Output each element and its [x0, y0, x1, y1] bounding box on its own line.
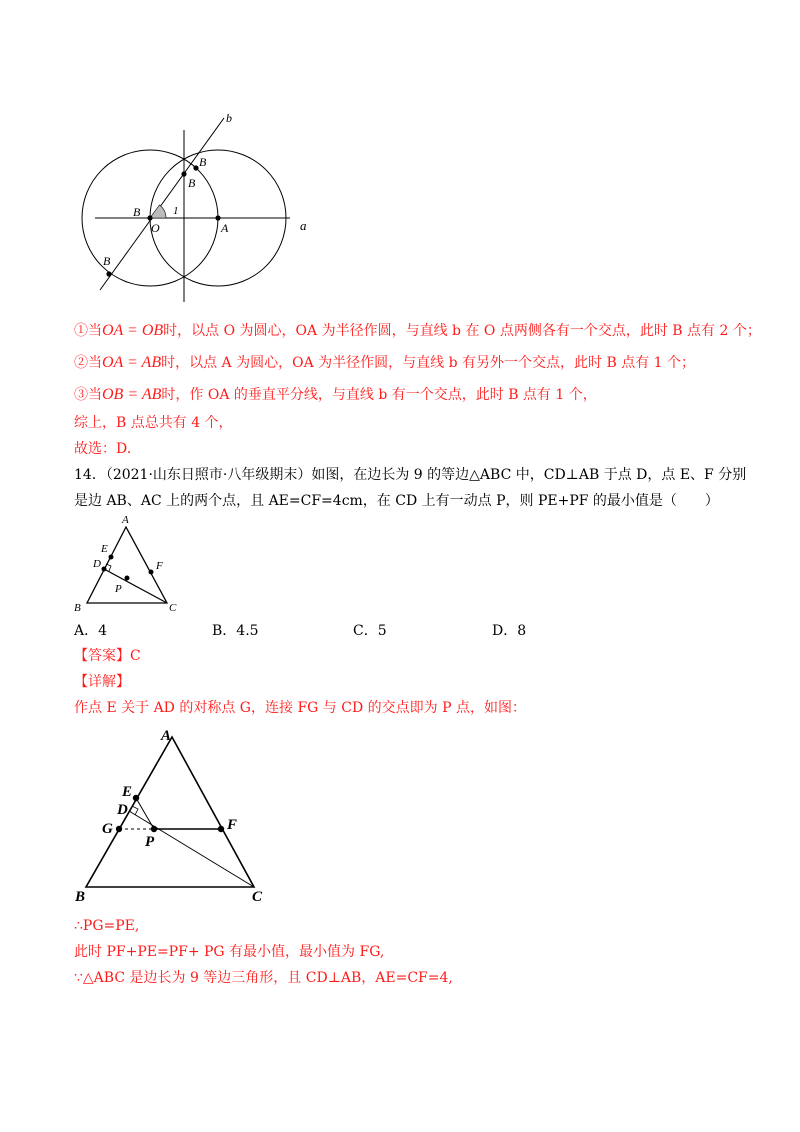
triangle-figure-small — [70, 512, 190, 614]
label-b: b — [226, 111, 232, 125]
svg-text:D: D — [117, 802, 128, 818]
triangle-figure-solution — [70, 722, 280, 908]
svg-text:B: B — [74, 602, 81, 614]
svg-text:C: C — [252, 889, 263, 905]
svg-text:D: D — [93, 558, 101, 570]
case-2-line: ②当OA = AB时，以点 A 为圆心，OA 为半径作圆，与直线 b 有另外一个交点，此时 B 点有 1 个； — [74, 354, 695, 371]
case-1-text: 时，以点 O 为圆心，OA 为半径作圆，与直线 b 在 O 点两侧各有一个交点，此时 B 点有 2 个； — [163, 323, 761, 339]
answer-line: 【答案】C — [74, 648, 141, 664]
angle-1-mark — [150, 205, 166, 218]
choice-b[interactable]: B．4.5 — [212, 623, 259, 639]
svg-text:P: P — [115, 583, 122, 595]
label-b-left: B — [133, 205, 141, 219]
detail-line-1: 作点 E 关于 AD 的对称点 G，连接 FG 与 CD 的交点即为 P 点，如图： — [74, 700, 526, 716]
svg-text:B: B — [75, 889, 86, 905]
svg-text:A: A — [122, 514, 129, 526]
svg-text:P: P — [145, 834, 155, 850]
label-o: O — [151, 221, 160, 235]
case-3-text: 时，作 OA 的垂直平分线，与直线 b 有一个交点，此时 B 点有 1 个， — [161, 387, 597, 403]
choice-a[interactable]: A．4 — [74, 623, 108, 639]
case-3-line: ③当OB = AB时，作 OA 的垂直平分线，与直线 b 有一个交点，此时 B 点有 1 个， — [74, 386, 597, 403]
choose-line: 故选：D. — [74, 441, 132, 457]
conclusion-line-1: ∴PG=PE, — [74, 918, 140, 934]
summary-line: 综上，B 点总共有 4 个， — [74, 415, 233, 431]
label-b-top: B — [199, 155, 207, 169]
svg-text:C: C — [169, 602, 177, 614]
case-2-text: 时，以点 A 为圆心，OA 为半径作圆，与直线 b 有另外一个交点，此时 B 点有 1 个； — [161, 355, 695, 371]
label-b-bottom: B — [103, 254, 111, 268]
label-a: a — [300, 218, 307, 233]
question-14-line-1: 14．（2021·山东日照市·八年级期末）如图，在边长为 9 的等边△ABC 中，CD⊥AB 于点 D，点 E、F 分别 — [74, 467, 747, 483]
svg-text:F: F — [156, 560, 163, 572]
svg-text:G: G — [102, 821, 113, 837]
svg-text:E: E — [101, 543, 108, 555]
label-b-mid: B — [188, 176, 196, 190]
case-3-equation: OB = AB — [102, 386, 162, 403]
case-1-equation: OA = OB — [102, 322, 164, 339]
svg-text:A: A — [161, 728, 172, 744]
choice-c[interactable]: C．5 — [353, 623, 387, 639]
detail-heading: 【详解】 — [74, 674, 130, 690]
label-a-point: A — [221, 221, 229, 235]
line-b — [100, 118, 224, 290]
question-14-line-2: 是边 AB、AC 上的两个点，且 AE=CF=4cm，在 CD 上有一动点 P，则 PE+PF 的最小值是（ ） — [74, 493, 719, 509]
conclusion-line-2: 此时 PF+PE=PF+ PG 有最小值，最小值为 FG, — [74, 944, 385, 960]
conclusion-line-3: ∵△ABC 是边长为 9 等边三角形，且 CD⊥AB，AE=CF=4, — [74, 970, 453, 986]
label-one: 1 — [173, 205, 179, 217]
svg-text:E: E — [122, 784, 133, 800]
choice-d[interactable]: D．8 — [492, 623, 527, 639]
circles-figure — [74, 100, 334, 305]
case-2-equation: OA = AB — [102, 354, 162, 371]
svg-text:F: F — [227, 817, 238, 833]
case-1-line: ①当OA = OB时，以点 O 为圆心，OA 为半径作圆，与直线 b 在 O 点两侧各有一个交点，此时 B 点有 2 个； — [74, 322, 761, 339]
